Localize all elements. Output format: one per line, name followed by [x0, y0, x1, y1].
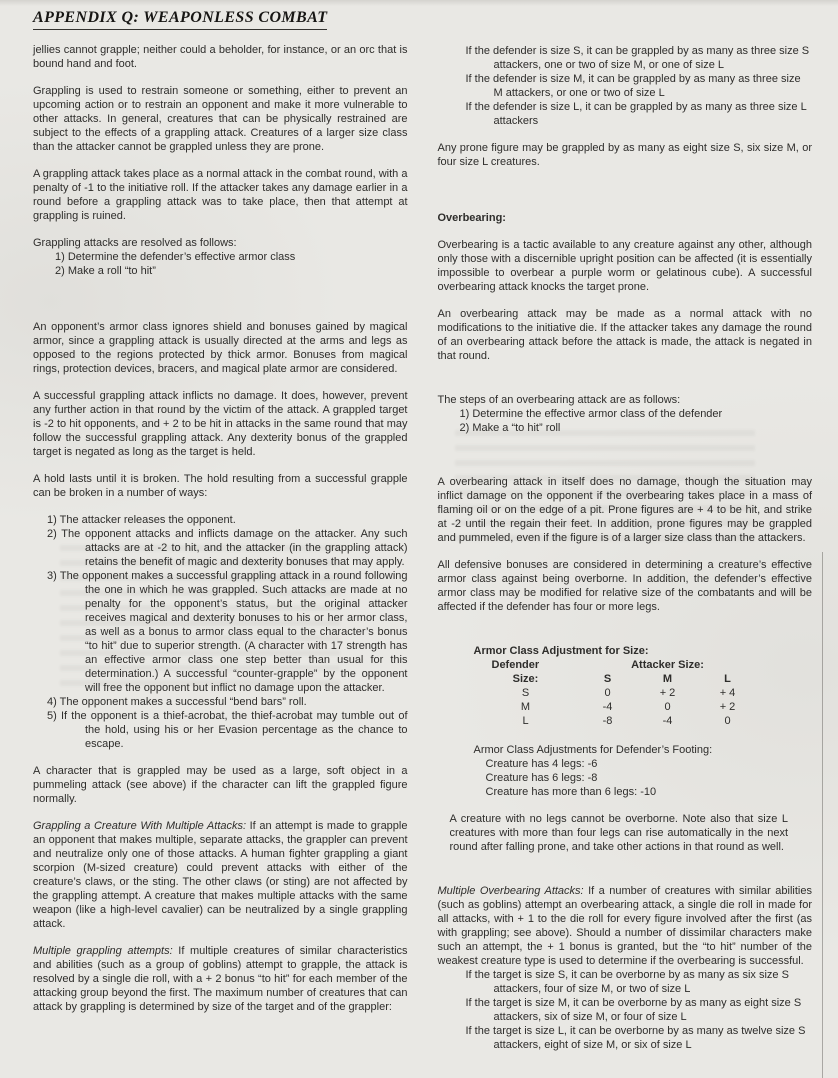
section-heading: Overbearing: — [437, 212, 506, 224]
paragraph: All defensive bonuses are considered in determining a creature’s effective armor class against being overborne. In addition, the defender’s effective armor class may be modified for relative size of the combatants and will be affected if the defender has four or more legs. — [437, 559, 812, 613]
column-header: L — [724, 673, 731, 685]
step-item: 1) Determine the defender’s effective armor class — [55, 251, 296, 263]
table-cell: -4 — [662, 715, 673, 727]
paragraph: A successful grappling attack inflicts no damage. It does, however, prevent any further action in that round by the victim of the attack. A grappled target is -2 to hit opponents, and + 2 to be hit in attacks in the same round that may follow the successful grappling attack. Any dexterity bonus of the grappled target is negated as long as the target is held. — [33, 390, 408, 458]
list-item: 4) The opponent makes a successful “bend bars” roll. — [47, 696, 307, 708]
paragraph-body: If a number of creatures with similar abilities (such as goblins) attempt an overbearing attack, a single die roll in made for all attacks, with + 1 to the die roll for every figure involved after the first (as with grappling; see above). Should a number of dissimilar characters make such an attempt, the + 1 bonus is granted, but the “to hit” number of the weakest creature type is used to determine if the overbearing is successful. — [437, 885, 812, 967]
paragraph-body: If multiple creatures of similar characteristics and abilities (such as a group of goblins) attempt to grapple, the attack is resolved by a single die roll, with a + 2 bonus “to hit” for each member of the attacking group beyond the first. The maximum number of creatures that can attack by grappling is determined by size of the target and of the grappler: — [33, 945, 408, 1013]
table-group-header — [474, 658, 813, 672]
column-header: Size: — [512, 673, 539, 685]
paragraph: A creature with no legs cannot be overborne. Note also that size L creatures with more than four legs can rise automatically in the next round after falling prone, and take other actions in that round as well. — [449, 813, 788, 853]
row-label: L — [522, 715, 529, 727]
rule-item: If the defender is size M, it can be grappled by as many as three size M attackers, or one or two of size L — [465, 73, 801, 99]
paragraph-lead: Multiple grappling attempts: — [33, 945, 173, 957]
table-row — [474, 714, 813, 728]
list-item: 5) If the opponent is a thief-acrobat, the thief-acrobat may tumble out of the hold, using his or her Evasion percentage as the chance to escape. — [47, 710, 408, 750]
page-title: APPENDIX Q: WEAPONLESS COMBAT — [33, 9, 327, 30]
paragraph — [33, 819, 408, 931]
row-label: M — [520, 701, 531, 713]
list-item: 2) The opponent attacks and inflicts damage on the attacker. Any such attacks are at -2 to hit, and the attacker (in the grappling attack) retains the benefit of magic and dexterity bonuses that may apply. — [47, 528, 408, 568]
paragraph: An overbearing attack may be made as a normal attack with no modifications to the initiative die. If the attacker takes any damage the round of an overbearing attack before the attack is made, the attack is negated in that round. — [437, 308, 812, 362]
table-cell: -8 — [602, 715, 613, 727]
rule-item: If the target is size L, it can be overborne by as many as twelve size S attackers, eight of size M, or six of size L — [465, 1025, 806, 1051]
table-title: Armor Class Adjustment for Size: — [473, 645, 649, 657]
size-rule-list — [438, 968, 813, 1052]
paragraph: A character that is grappled may be used as a large, soft object in a pummeling attack (see above) if the character can lift the grappled figure normally. — [33, 765, 408, 805]
list-intro: The steps of an overbearing attack are as follows: — [437, 394, 681, 406]
column-header: S — [603, 673, 612, 685]
column-group-label: Defender — [491, 659, 540, 671]
paragraph: Any prone figure may be grappled by as many as eight size S, six size M, or four size L creatures. — [437, 142, 812, 168]
paragraph: Grappling is used to restrain someone or something, either to prevent an upcoming action or to restrain an opponent and make it more vulnerable to other attacks. In general, creatures that can be physically restrained are subject to the effects of a grappling attack. Creatures of a larger size class than the attacker cannot be grappled unless they are prone. — [33, 85, 408, 153]
size-rule-list — [438, 44, 813, 128]
column-header: M — [662, 673, 673, 685]
paragraph-lead: Multiple Overbearing Attacks: — [437, 885, 584, 897]
table-row — [474, 700, 813, 714]
right-column — [438, 30, 813, 1052]
numbered-list — [33, 513, 408, 751]
table-cell: + 4 — [719, 687, 736, 699]
table-cell: + 2 — [659, 687, 676, 699]
numbered-steps — [438, 407, 813, 435]
table-cell: 0 — [664, 701, 671, 713]
footing-item: Creature has more than 6 legs: -10 — [485, 786, 657, 798]
table-cell: + 2 — [719, 701, 736, 713]
numbered-steps — [33, 250, 408, 278]
table-title: Armor Class Adjustments for Defender’s Footing: — [473, 744, 713, 756]
column-group-label: Attacker Size: — [631, 659, 704, 671]
step-item: 2) Make a roll “to hit” — [55, 265, 156, 277]
paragraph-body: If an attempt is made to grapple an opponent that makes multiple, separate attacks, the grappler can prevent and neutralize only one of those attacks. A human fighter grappling a giant scorpion (M-sized creature) could prevent attacks with either of the creature’s claws, or the sting. The other claws (or sting) are not affected by the grappling attempt. A creature that makes multiple attacks with the same weapon (like a high-level cavalier) can be neutralized by a single grappling attack. — [33, 820, 408, 930]
table-cell: -4 — [602, 701, 613, 713]
step-item: 1) Determine the effective armor class of the defender — [459, 408, 723, 420]
armor-class-size-table — [474, 644, 813, 728]
table-cell: 0 — [604, 687, 611, 699]
paragraph — [33, 944, 408, 1014]
paragraph: An opponent’s armor class ignores shield and bonuses gained by magical armor, since a grappling attack is usually directed at the arms and legs as opposed to the regions protected by thick armor. Bonuses from magical rings, protection devices, bracers, and magical plate armor are considered. — [33, 321, 408, 375]
paragraph: A hold lasts until it is broken. The hold resulting from a successful grapple can be broken in a number of ways: — [33, 473, 408, 499]
rule-item: If the target is size M, it can be overborne by as many as eight size S attackers, six of size M, or four of size L — [465, 997, 802, 1023]
paragraph: A grappling attack takes place as a normal attack in the combat round, with a penalty of -1 to the initiative roll. If the attacker takes any damage earlier in a round before a grappling attack was to take place, then that attempt at grappling is ruined. — [33, 168, 408, 222]
table-header-row — [474, 672, 813, 686]
list-item: 1) The attacker releases the opponent. — [47, 514, 236, 526]
rule-item: If the defender is size S, it can be grappled by as many as three size S attackers, one or two of size M, or one of size L — [465, 45, 810, 71]
rule-item: If the target is size S, it can be overborne by as many as six size S attackers, four of size M, or two of size L — [465, 969, 789, 995]
paragraph: jellies cannot grapple; neither could a beholder, for instance, or an orc that is bound hand and foot. — [33, 44, 408, 70]
footing-item: Creature has 4 legs: -6 — [485, 758, 598, 770]
two-column-layout — [0, 30, 838, 1052]
paragraph — [438, 884, 813, 968]
table-cell: 0 — [724, 715, 731, 727]
footing-item: Creature has 6 legs: -8 — [485, 772, 598, 784]
left-column — [33, 30, 408, 1052]
list-item: 3) The opponent makes a successful grappling attack in a round following the one in which he was grappled. Such attacks are made at no penalty for the opponent’s status, but the original attacker receives magical and dexterity bonuses to his or her armor class, as well as a bonus to armor class equal to the character’s bonus “to hit” due to superior strength. (A character with 17 strength has an effective armor class one step better than usual for this determination.) A successful “counter-grapple” by the opponent will free the opponent but inflict no damage upon the attacker. — [47, 570, 408, 694]
table — [474, 658, 813, 728]
paragraph-lead: Grappling a Creature With Multiple Attacks: — [33, 820, 247, 832]
row-label: S — [521, 687, 530, 699]
paragraph: Overbearing is a tactic available to any creature against any other, although only those with a discernible upright position can be affected (it is essentially impossible to overbear a purple worm or gelatinous cube). A successful overbearing attack knocks the target prone. — [437, 239, 812, 293]
step-item: 2) Make a “to hit” roll — [459, 422, 561, 434]
rule-item: If the defender is size L, it can be grappled by as many as three size L attackers — [465, 101, 807, 127]
table-row — [474, 686, 813, 700]
footing-items — [474, 757, 813, 799]
paragraph: A overbearing attack in itself does no damage, though the situation may inflict damage on the opponent if the overbearing takes place in a mass of flaming oil or on the edge of a pit. Prone figures are + 4 to be hit, and strike at -2 until the regain their feet. In addition, prone figures may be grappled and pummeled, even if the figure is of a larger size class than the attackers. — [437, 476, 812, 544]
footing-adjustments — [474, 743, 813, 799]
list-intro: Grappling attacks are resolved as follows: — [33, 237, 237, 249]
